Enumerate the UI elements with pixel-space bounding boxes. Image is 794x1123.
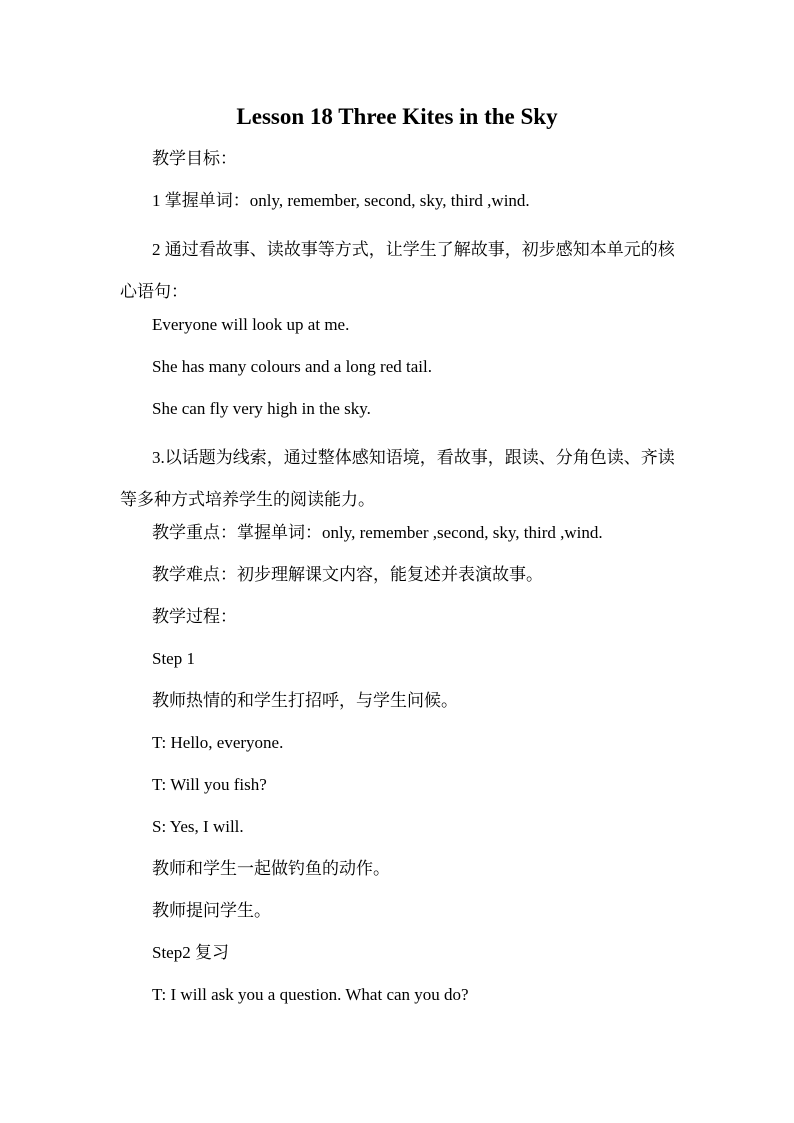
key-points: 教学重点：掌握单词：only, remember ,second, sky, third ,wind. — [152, 523, 603, 542]
objective-2: 2 通过看故事、读故事等方式，让学生了解故事，初步感知本单元的核心语句： — [120, 240, 675, 301]
fishing-action: 教师和学生一起做钓鱼的动作。 — [152, 859, 390, 878]
objective-3: 3.以话题为线索，通过整体感知语境，看故事，跟读、分角色读、齐读等多种方式培养学生的阅读能力。 — [120, 448, 675, 509]
dialogue-line-3: S: Yes, I will. — [152, 817, 244, 836]
objectives-heading: 教学目标： — [152, 149, 237, 168]
objective-1: 1 掌握单词：only, remember, second, sky, third ,wind. — [152, 191, 530, 210]
core-sentence-2: She has many colours and a long red tail. — [152, 357, 432, 376]
core-sentence-3: She can fly very high in the sky. — [152, 399, 371, 418]
dialogue-line-4: T: I will ask you a question. What can you do? — [152, 985, 469, 1004]
step-1-description: 教师热情的和学生打招呼，与学生问候。 — [152, 691, 458, 710]
difficult-points: 教学难点：初步理解课文内容，能复述并表演故事。 — [152, 565, 543, 584]
dialogue-line-1: T: Hello, everyone. — [152, 733, 284, 752]
step-1-heading: Step 1 — [152, 649, 195, 668]
teacher-question: 教师提问学生。 — [152, 901, 271, 920]
lesson-title: Lesson 18 Three Kites in the Sky — [236, 104, 558, 129]
step-2-heading: Step2 复习 — [152, 943, 229, 962]
dialogue-line-2: T: Will you fish? — [152, 775, 267, 794]
core-sentence-1: Everyone will look up at me. — [152, 315, 350, 334]
process-heading: 教学过程： — [152, 607, 237, 626]
